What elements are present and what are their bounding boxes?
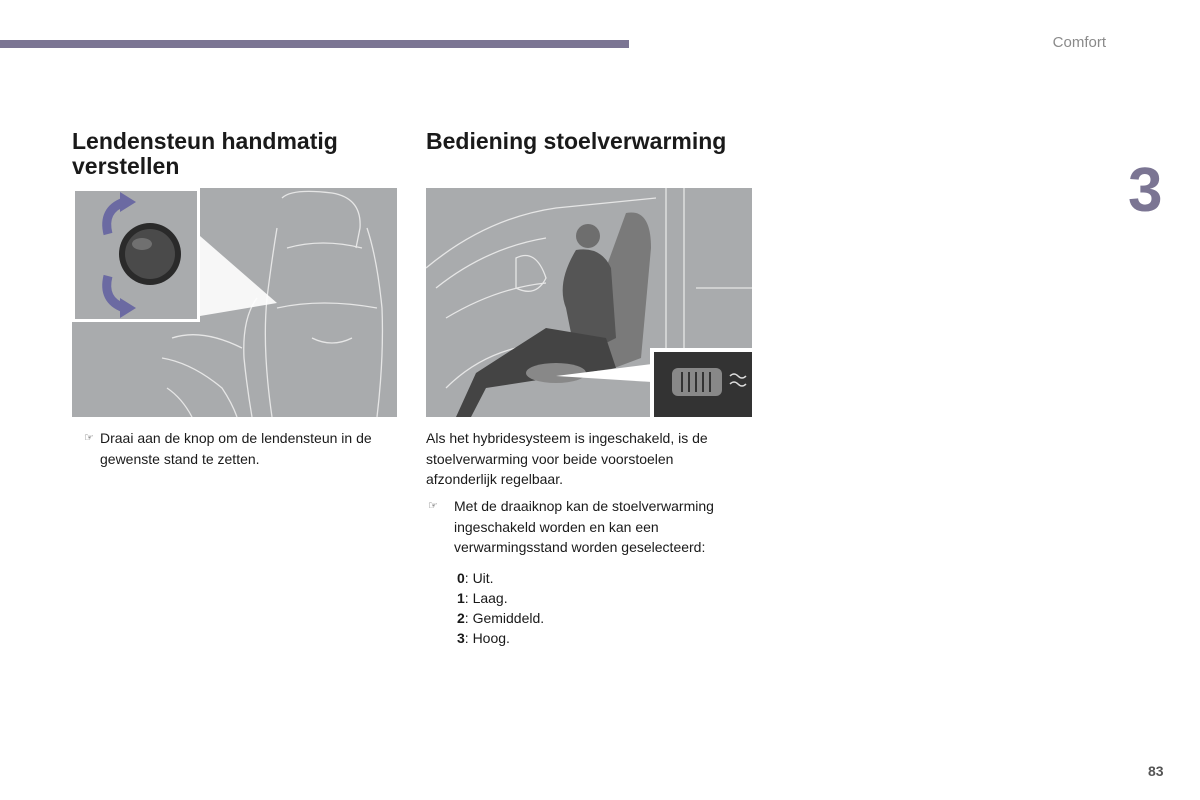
lumbar-support-illustration xyxy=(72,188,397,417)
pointing-hand-icon: ☞ xyxy=(84,432,94,444)
seat-heating-instruction: Met de draaiknop kan de stoelverwarming ingeschakeld worden en kan een verwarmingsstand worden geselecteerd: xyxy=(454,498,714,555)
heating-level-3: 3: Hoog. xyxy=(457,630,510,646)
seat-heating-illustration xyxy=(426,188,752,417)
heating-level-0: 0: Uit. xyxy=(457,570,494,586)
seat-heating-title: Bediening stoelverwarming xyxy=(426,128,727,154)
chapter-number: 3 xyxy=(1128,156,1163,225)
lumbar-support-title: Lendensteun handmatig verstellen xyxy=(72,128,338,179)
seat-heating-intro: Als het hybridesysteem is ingeschakeld, is de stoelverwarming voor beide voorstoelen afzonderlijk regelbaar. xyxy=(426,430,708,487)
page-number: 83 xyxy=(1148,763,1164,779)
lumbar-support-instruction: Draai aan de knop om de lendensteun in de gewenste stand te zetten. xyxy=(100,430,372,467)
section-title: Comfort xyxy=(1052,34,1106,51)
pointing-hand-icon: ☞ xyxy=(428,500,438,512)
heating-level-1: 1: Laag. xyxy=(457,590,508,606)
header-accent-bar xyxy=(0,40,629,48)
heating-level-2: 2: Gemiddeld. xyxy=(457,610,545,626)
